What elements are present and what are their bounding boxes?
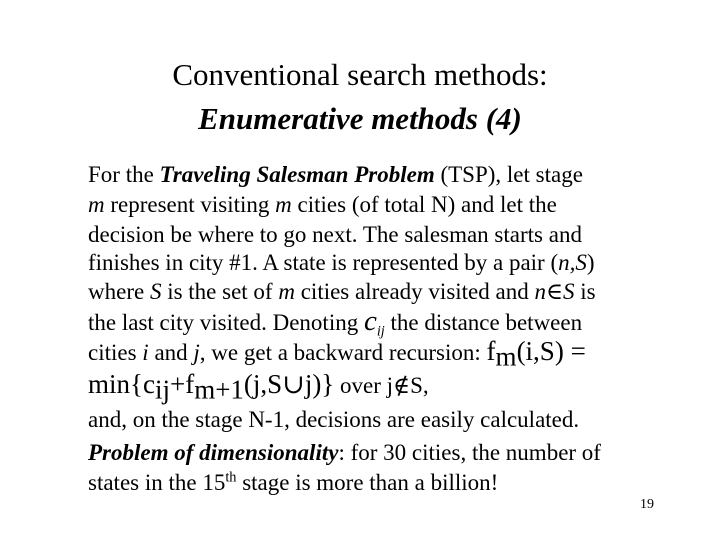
text-span: is [574, 279, 596, 304]
text-span: states in the 15 [88, 470, 226, 495]
text-span: : for 30 cities, the number of [338, 440, 601, 465]
body-line-11 [88, 468, 498, 498]
text-span: S, [410, 373, 429, 398]
formula-text: +f [169, 369, 195, 399]
text-span: is the set of [161, 279, 279, 304]
element-of-symbol: ∈ [545, 279, 564, 304]
superscript-th: th [225, 469, 237, 486]
body-line-9: and, on the stage N-1, decisions are easily calculated. [88, 407, 580, 432]
var-m: m [278, 279, 295, 304]
slide-title-line-1: Conventional search methods: [172, 57, 548, 92]
body-line-8-formula [88, 369, 429, 405]
body-line-4 [88, 248, 595, 278]
slide-title-line-2: Enumerative methods (4) [198, 101, 522, 136]
text-span: cities [88, 340, 143, 365]
var-s: S [563, 279, 575, 304]
subscript-ij: ij [154, 374, 170, 405]
union-symbol: ∪ [282, 369, 305, 399]
text-span: , we get a backward recursion: [199, 340, 487, 365]
var-j: j [193, 340, 200, 365]
text-span: the last city visited. Denoting [88, 310, 364, 335]
var-m: m [88, 192, 105, 217]
var-m: m [275, 192, 292, 217]
text-span: cities already visited and [294, 279, 535, 304]
body-line-7 [88, 336, 586, 372]
text-span: ) [586, 250, 595, 275]
var-i: i [142, 340, 149, 365]
formula-text: (i,S) = [516, 336, 586, 366]
subscript-m: m [495, 341, 517, 372]
text-span: cities (of total N) and let the [291, 192, 557, 217]
dimensionality-term: Problem of dimensionality [88, 440, 339, 465]
body-line-6 [88, 306, 582, 338]
formula-f: f [486, 336, 496, 366]
subscript-ij: ij [376, 323, 385, 340]
body-line-2 [88, 190, 557, 220]
subscript-m-plus-1: m+1 [194, 374, 244, 405]
not-element-of-symbol: ∉ [393, 373, 411, 398]
body-line-5 [88, 277, 596, 307]
tsp-term: Traveling Salesman Problem [159, 162, 435, 187]
body-line-1 [88, 160, 583, 190]
text-span: and [148, 340, 194, 365]
var-s: S [149, 279, 162, 304]
text-span: over j [334, 373, 394, 398]
formula-text: j)} [304, 369, 335, 399]
page-number: 19 [640, 497, 654, 512]
text-span: stage is more than a billion! [236, 470, 499, 495]
formula-text: (j,S [243, 369, 283, 399]
body-line-3: decision be where to go next. The salesman starts and [88, 222, 582, 247]
text-span: For the [88, 162, 160, 187]
var-n: n [534, 279, 546, 304]
formula-min: min{c [88, 369, 155, 399]
var-c: c [363, 305, 377, 337]
text-span: where [88, 279, 150, 304]
text-span: finishes in city #1. A state is represented by a pair ( [88, 250, 559, 275]
body-line-10 [88, 438, 601, 468]
text-span: represent visiting [104, 192, 276, 217]
text-span: the distance between [384, 310, 583, 335]
text-span: (TSP), let stage [434, 162, 583, 187]
state-pair: n,S [558, 250, 587, 275]
